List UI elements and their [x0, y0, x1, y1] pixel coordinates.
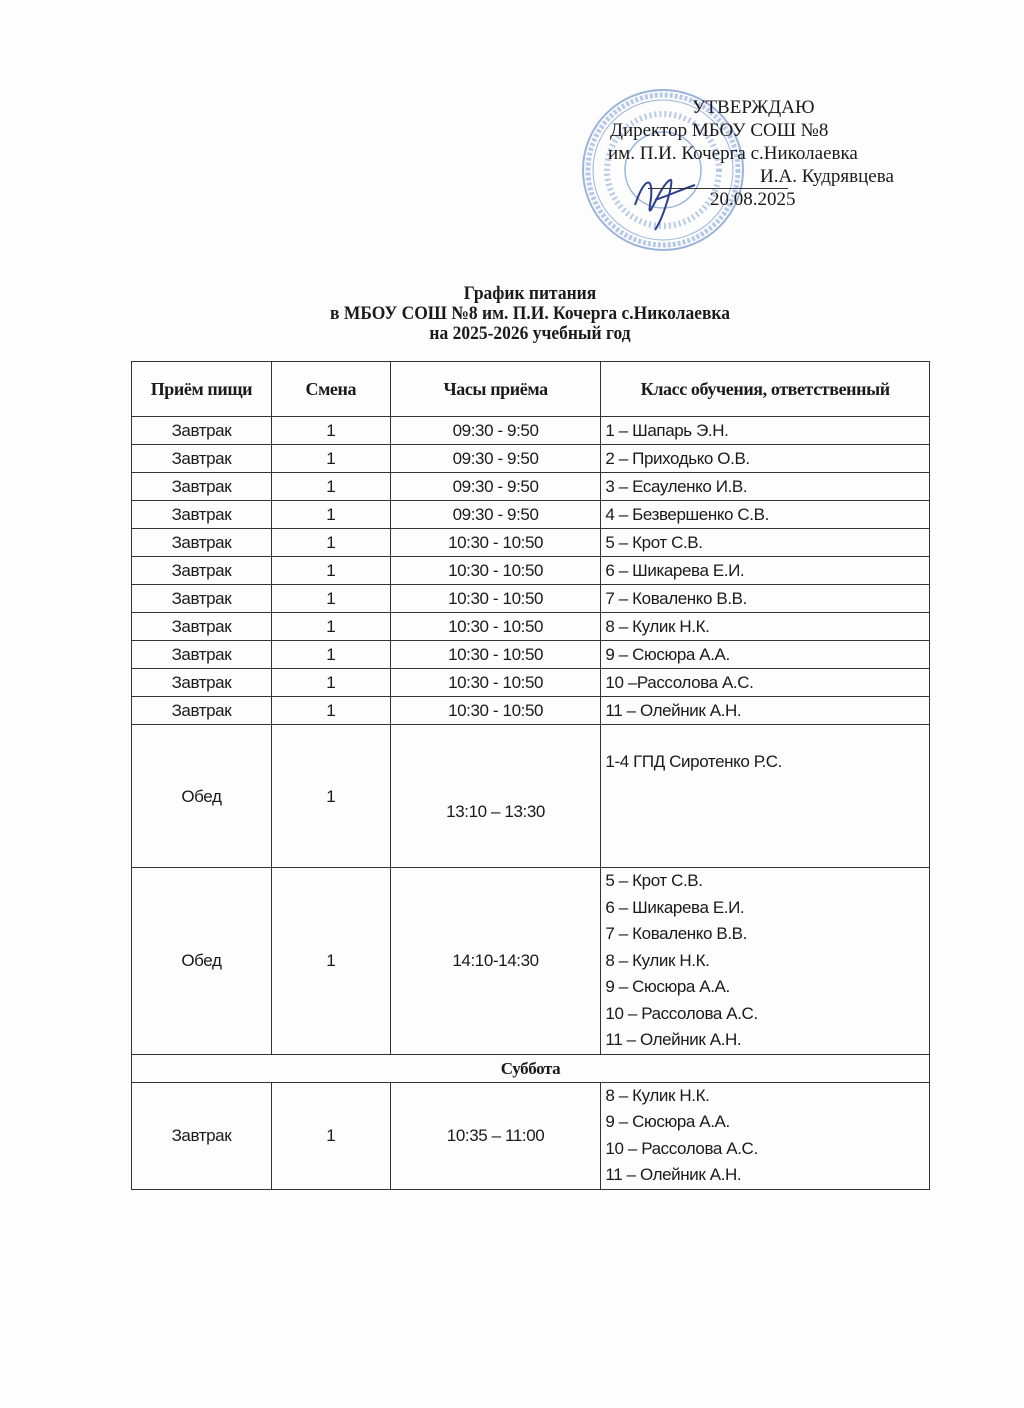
- section-row: [132, 1054, 930, 1082]
- class-entry: 1-4 ГПД Сиротенко Р.С.: [605, 752, 782, 771]
- class-cell: [601, 868, 930, 1055]
- header-meal: Приём пищи: [132, 362, 272, 417]
- class-entry: 9 – Сюсюра А.А.: [605, 1112, 730, 1131]
- meal-cell: Завтрак: [132, 529, 272, 557]
- class-entry: 10 – Рассолова А.С.: [605, 1003, 758, 1023]
- table-row: [132, 697, 930, 725]
- class-entry: 6 – Шикарева Е.И.: [605, 897, 745, 917]
- meal-cell: Завтрак: [132, 641, 272, 669]
- approval-name: И.А. Кудрявцева: [760, 166, 894, 187]
- title-line-3: на 2025-2026 учебный год: [429, 323, 631, 344]
- shift-cell: 1: [271, 868, 390, 1055]
- class-entry: 11 – Олейник А.Н.: [605, 1030, 742, 1049]
- class-entry: 8 – Кулик Н.К.: [605, 1085, 710, 1105]
- time-cell: 10:35 – 11:00: [390, 1082, 601, 1189]
- class-entry: 8 – Кулик Н.К.: [605, 617, 710, 636]
- class-cell: [601, 641, 930, 669]
- meal-schedule-table: [131, 361, 930, 1190]
- time-cell: 10:30 - 10:50: [390, 669, 601, 697]
- time-cell: 13:10 – 13:30: [390, 725, 601, 868]
- shift-cell: 1: [271, 529, 390, 557]
- shift-cell: 1: [271, 1082, 390, 1189]
- table-row: [132, 557, 930, 585]
- time-cell: 09:30 - 9:50: [390, 501, 601, 529]
- signature-line: [648, 188, 788, 189]
- table-row: [132, 641, 930, 669]
- shift-cell: 1: [271, 473, 390, 501]
- class-cell: [601, 669, 930, 697]
- class-entry: 7 – Коваленко В.В.: [605, 924, 747, 943]
- time-cell: 10:30 - 10:50: [390, 613, 601, 641]
- meal-cell: Завтрак: [132, 557, 272, 585]
- meal-cell: Обед: [132, 868, 272, 1055]
- header-class: Класс обучения, ответственный: [601, 362, 930, 417]
- time-cell: 10:30 - 10:50: [390, 529, 601, 557]
- time-cell: 10:30 - 10:50: [390, 557, 601, 585]
- header-shift: Смена: [271, 362, 390, 417]
- time-cell: 10:30 - 10:50: [390, 641, 601, 669]
- shift-cell: 1: [271, 501, 390, 529]
- class-entry: 5 – Крот С.В.: [605, 871, 703, 890]
- class-cell: [601, 445, 930, 473]
- class-cell: [601, 417, 930, 445]
- table-row: [132, 669, 930, 697]
- table-row: [132, 725, 930, 868]
- meal-cell: Завтрак: [132, 1082, 272, 1189]
- table-row: [132, 1082, 930, 1189]
- class-entry: 10 – Рассолова А.С.: [605, 1138, 758, 1158]
- time-cell: 10:30 - 10:50: [390, 585, 601, 613]
- shift-cell: 1: [271, 613, 390, 641]
- meal-cell: Завтрак: [132, 585, 272, 613]
- header-time: Часы приёма: [390, 362, 601, 417]
- class-cell: [601, 501, 930, 529]
- table-header-row: [132, 362, 930, 417]
- shift-cell: 1: [271, 557, 390, 585]
- table-row: [132, 613, 930, 641]
- time-cell: 09:30 - 9:50: [390, 417, 601, 445]
- class-entry: 3 – Есауленко И.В.: [605, 477, 748, 496]
- class-cell: [601, 557, 930, 585]
- approval-heading: УТВЕРЖДАЮ: [692, 97, 815, 118]
- class-entry: 5 – Крот С.В.: [605, 533, 703, 552]
- meal-cell: Обед: [132, 725, 272, 868]
- class-entry: 7 – Коваленко В.В.: [605, 589, 747, 608]
- class-entry: 9 – Сюсюра А.А.: [605, 645, 730, 664]
- shift-cell: 1: [271, 697, 390, 725]
- class-cell: [601, 473, 930, 501]
- class-entry: 9 – Сюсюра А.А.: [605, 977, 730, 996]
- time-cell: 09:30 - 9:50: [390, 445, 601, 473]
- shift-cell: 1: [271, 669, 390, 697]
- meal-cell: Завтрак: [132, 613, 272, 641]
- class-cell: [601, 1082, 930, 1189]
- time-cell: 09:30 - 9:50: [390, 473, 601, 501]
- table-row: [132, 585, 930, 613]
- meal-cell: Завтрак: [132, 473, 272, 501]
- table-row: [132, 417, 930, 445]
- table-row: [132, 868, 930, 1055]
- class-cell: [601, 529, 930, 557]
- shift-cell: 1: [271, 725, 390, 868]
- class-entry: 11 – Олейник А.Н.: [605, 1165, 742, 1184]
- title-line-2: в МБОУ СОШ №8 им. П.И. Кочерга с.Николаевка: [330, 303, 730, 324]
- class-cell: [601, 585, 930, 613]
- table-row: [132, 473, 930, 501]
- meal-cell: Завтрак: [132, 697, 272, 725]
- table-row: [132, 445, 930, 473]
- approval-block: [600, 96, 930, 211]
- class-entry: 1 – Шапарь Э.Н.: [605, 421, 729, 440]
- approval-date: 20.08.2025: [710, 189, 796, 210]
- class-entry: 10 –Рассолова А.С.: [605, 673, 754, 692]
- class-entry: 8 – Кулик Н.К.: [605, 950, 710, 970]
- class-entry: 11 – Олейник А.Н.: [605, 701, 742, 720]
- table-row: [132, 501, 930, 529]
- class-cell: [601, 613, 930, 641]
- document-title: [162, 284, 898, 344]
- class-entry: 2 – Приходько О.В.: [605, 449, 750, 468]
- shift-cell: 1: [271, 417, 390, 445]
- class-entry: 6 – Шикарева Е.И.: [605, 561, 745, 580]
- shift-cell: 1: [271, 585, 390, 613]
- table-row: [132, 529, 930, 557]
- meal-cell: Завтрак: [132, 445, 272, 473]
- meal-cell: Завтрак: [132, 669, 272, 697]
- class-cell: [601, 697, 930, 725]
- title-line-1: График питания: [463, 283, 597, 304]
- time-cell: 14:10-14:30: [390, 868, 601, 1055]
- shift-cell: 1: [271, 445, 390, 473]
- class-cell: [601, 725, 930, 868]
- approval-position: Директор МБОУ СОШ №8: [610, 120, 829, 141]
- time-cell: 10:30 - 10:50: [390, 697, 601, 725]
- meal-cell: Завтрак: [132, 501, 272, 529]
- shift-cell: 1: [271, 641, 390, 669]
- approval-school: им. П.И. Кочерга с.Николаевка: [608, 143, 858, 164]
- section-label: Суббота: [132, 1054, 930, 1082]
- meal-cell: Завтрак: [132, 417, 272, 445]
- class-entry: 4 – Безвершенко С.В.: [605, 505, 769, 524]
